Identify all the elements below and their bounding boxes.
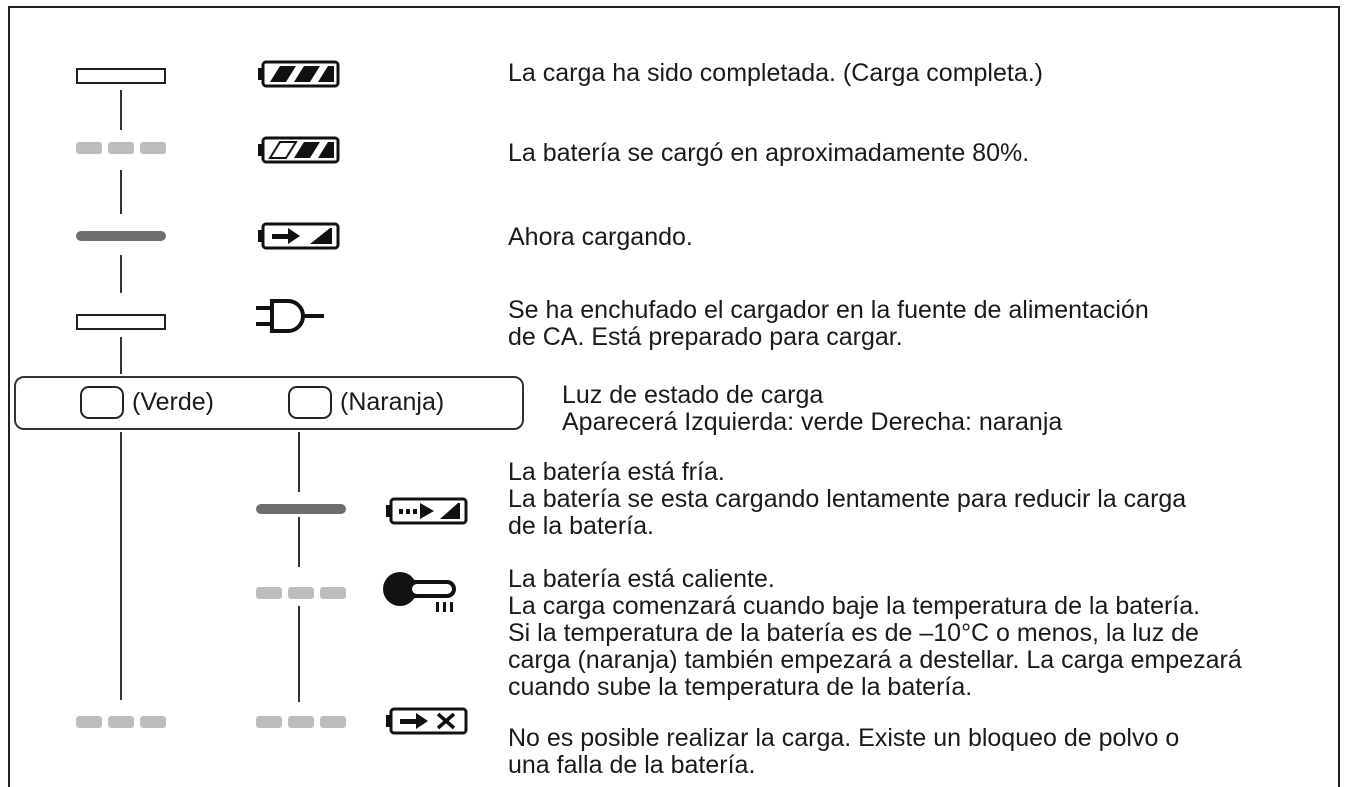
status-text-line: La carga ha sido completada. (Carga completa.) (508, 59, 1044, 87)
battery-80-icon (254, 136, 340, 164)
blink-segment (108, 716, 134, 728)
charge-lamp-legend (14, 376, 524, 430)
frame-right-border (1338, 6, 1340, 787)
status-text-line: Si la temperatura de la batería es de –10°C o menos, la luz de (508, 619, 1199, 647)
status-text-line: Se ha enchufado el cargador en la fuente de alimentación (508, 296, 1149, 324)
blink-segment (320, 587, 346, 599)
status-text-line: La batería se esta cargando lentamente para reducir la carga (508, 485, 1187, 513)
legend-description (562, 382, 1062, 436)
status-description (508, 297, 1149, 351)
orange-lamp-label: (Naranja) (340, 388, 445, 416)
blink-segment (108, 142, 134, 154)
orange-lamp-on (256, 504, 346, 514)
battery-charging-icon (254, 222, 340, 250)
battery-error-icon (382, 707, 468, 735)
connector-line (120, 255, 122, 293)
status-description (508, 60, 1043, 87)
connector-line (120, 432, 122, 700)
green-lamp-on (76, 231, 166, 241)
green-lamp-label: (Verde) (132, 388, 214, 416)
orange-lamp-symbol (288, 386, 332, 419)
connector-line (298, 432, 300, 492)
connector-line (298, 606, 300, 702)
status-description (508, 459, 1186, 540)
status-text-line: La batería se cargó en aproximadamente 80%. (508, 139, 1030, 167)
green-lamp-off (76, 314, 166, 330)
blink-segment (76, 142, 102, 154)
blink-segment (320, 716, 346, 728)
status-description (508, 566, 1242, 701)
thermometer-hot-icon (380, 570, 470, 614)
battery-slow-charge-icon (382, 497, 468, 525)
status-text-line: cuando sube la temperatura de la batería. (508, 673, 973, 701)
status-text-line: de la batería. (508, 512, 654, 540)
green-lamp-off (76, 68, 166, 84)
status-text-line: La carga comenzará cuando baje la temperatura de la batería. (508, 592, 1201, 620)
status-description (508, 140, 1029, 167)
status-description (508, 725, 1179, 779)
status-description (508, 224, 693, 251)
status-text-line: de CA. Está preparado para cargar. (508, 323, 903, 351)
status-text-line: Ahora cargando. (508, 223, 693, 251)
blink-segment (288, 587, 314, 599)
frame-left-border (8, 6, 10, 787)
connector-line (120, 90, 122, 130)
green-lamp-blinking (76, 142, 166, 154)
plug-icon (254, 298, 326, 334)
blink-segment (140, 142, 166, 154)
blink-segment (76, 716, 102, 728)
connector-line (120, 337, 122, 374)
connector-line (120, 170, 122, 214)
orange-lamp-blinking (256, 716, 346, 728)
blink-segment (256, 716, 282, 728)
blink-segment (288, 716, 314, 728)
battery-full-icon (254, 60, 340, 88)
frame-top-border (8, 6, 1340, 8)
legend-subtitle: Aparecerá Izquierda: verde Derecha: naranja (562, 408, 1063, 436)
blink-segment (140, 716, 166, 728)
blink-segment (256, 587, 282, 599)
status-text-line: No es posible realizar la carga. Existe un bloqueo de polvo o (508, 724, 1180, 752)
status-text-line: La batería está caliente. (508, 565, 775, 593)
status-text-line: carga (naranja) también empezará a destellar. La carga empezará (508, 646, 1242, 674)
status-text-line: La batería está fría. (508, 458, 725, 486)
connector-line (298, 517, 300, 567)
orange-lamp-blinking (256, 587, 346, 599)
legend-title: Luz de estado de carga (562, 381, 824, 409)
green-lamp-symbol (80, 386, 124, 419)
green-lamp-blinking (76, 716, 166, 728)
status-text-line: una falla de la batería. (508, 751, 756, 779)
